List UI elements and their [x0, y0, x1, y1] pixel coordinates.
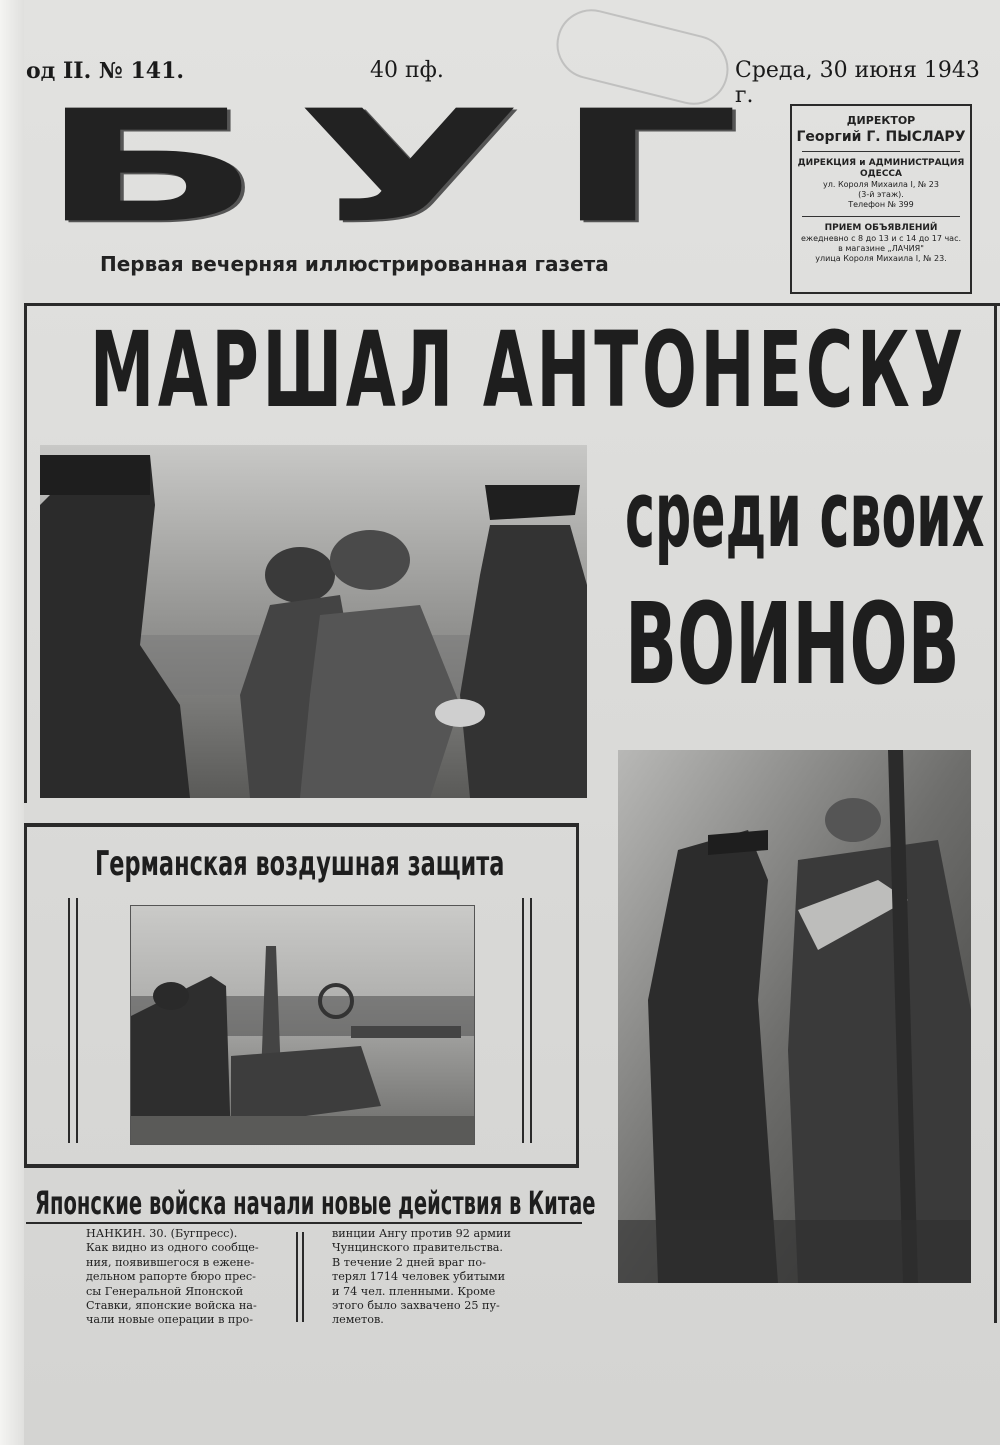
air-section-right-rule — [576, 823, 579, 1168]
masthead-letter: Б — [38, 76, 259, 258]
right-border — [994, 303, 997, 1323]
admin-line: ул. Короля Михаила I, № 23 — [823, 180, 939, 189]
main-photo — [40, 445, 587, 798]
ads-label: ПРИЕМ ОБЪЯВЛЕНИЙ — [824, 223, 938, 233]
text-line: терял 1714 человек убитыми — [332, 1270, 506, 1284]
decor-rule — [530, 898, 532, 1143]
japan-story-title: Японские войска начали новые действия в Китае — [35, 1184, 596, 1222]
admin-line: Телефон № 399 — [848, 200, 914, 209]
page-fold-shadow — [0, 0, 24, 1445]
newspaper-subtitle: Первая вечерняя иллюстрированная газета — [100, 252, 609, 276]
air-section-left-rule — [24, 823, 27, 1168]
main-headline: МАРШАЛ АНТОНЕСКУ — [90, 309, 967, 431]
admin-line: ОДЕССА — [860, 169, 902, 179]
headline-sub1: среди своих — [625, 461, 985, 568]
column-rule — [302, 1232, 304, 1322]
japan-top-rule — [24, 1164, 579, 1168]
text-line: этого было захвачено 25 пу- — [332, 1299, 500, 1313]
headline-sub2: ВОИНОВ — [625, 580, 960, 710]
director-label: ДИРЕКТОР — [846, 114, 916, 127]
air-section-top-rule — [24, 823, 579, 827]
decor-rule — [522, 898, 524, 1143]
info-divider — [802, 151, 960, 152]
text-line: Как видно из одного сообще- — [86, 1241, 259, 1255]
masthead-letter: У — [295, 76, 519, 258]
ads-line: ежедневно с 8 до 13 и с 14 до 17 час. — [800, 234, 962, 243]
japan-column-2 — [332, 1227, 532, 1328]
air-defense-title: Германская воздушная защита — [95, 844, 505, 884]
text-line: НАНКИН. 30. (Бугпресс). — [86, 1227, 238, 1240]
director-name: Георгий Г. ПЫСЛАРУ — [796, 129, 966, 145]
column-rule — [296, 1232, 298, 1322]
text-line: Ставки, японские войска на- — [86, 1299, 257, 1313]
masthead — [38, 76, 758, 258]
issue-date: Среда, 30 июня 1943 г. — [735, 58, 980, 108]
text-line: сы Генеральной Японской — [86, 1284, 244, 1298]
troops-photo — [618, 750, 971, 1283]
text-line: леметов. — [332, 1313, 384, 1327]
text-line: Чунцинского правительства. — [332, 1241, 503, 1255]
decor-rule — [68, 898, 70, 1143]
ads-line: улица Короля Михаила I, № 23. — [815, 254, 947, 263]
text-line: ния, появившегося в ежене- — [86, 1255, 255, 1269]
text-line: винции Ангу против 92 армии — [332, 1227, 511, 1240]
issue-number: од II. № 141. — [26, 58, 185, 84]
admin-line: ДИРЕКЦИЯ и АДМИНИСТРАЦИЯ — [797, 158, 965, 168]
decor-rule — [76, 898, 78, 1143]
publisher-info-box — [790, 104, 972, 294]
ads-line: в магазине „ЛАЧИЯ" — [838, 244, 924, 253]
air-defense-photo — [130, 905, 475, 1145]
info-divider — [802, 216, 960, 217]
japan-title-rule — [26, 1222, 582, 1224]
text-line: и 74 чел. пленными. Кроме — [332, 1284, 496, 1298]
left-border — [24, 303, 27, 803]
text-line: В течение 2 дней враг по- — [332, 1255, 486, 1269]
japan-column-1 — [86, 1227, 286, 1328]
admin-line: (3-й этаж). — [858, 190, 904, 199]
text-line: дельном рапорте бюро прес- — [86, 1270, 256, 1284]
price: 40 пф. — [370, 58, 444, 83]
text-line: чали новые операции в про- — [86, 1313, 254, 1327]
header-rule — [24, 303, 1000, 306]
masthead-letter: Г — [553, 76, 737, 258]
